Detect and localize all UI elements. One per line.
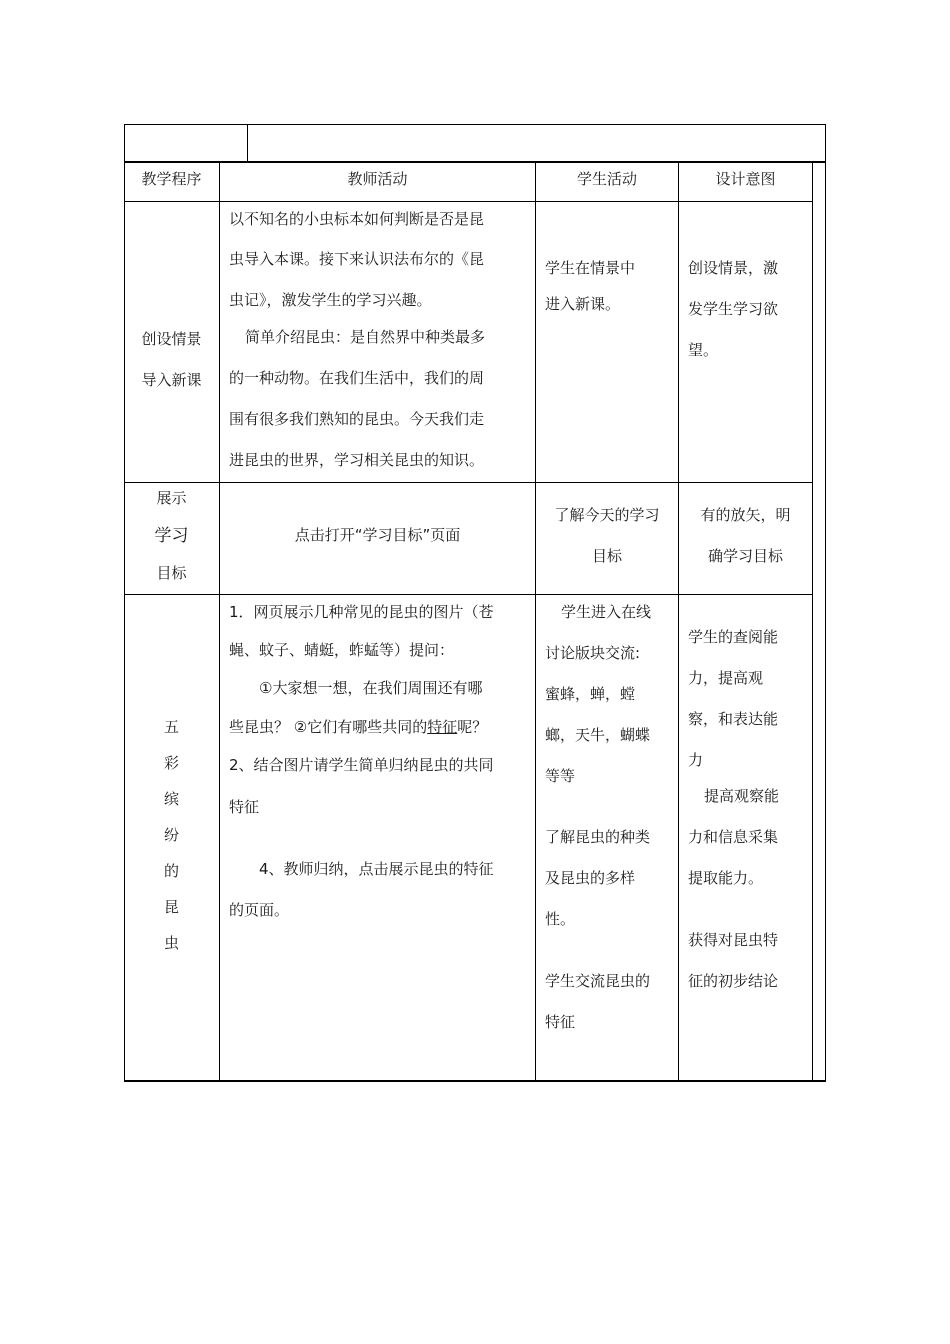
- row1-student-line: 进入新课。: [545, 295, 621, 313]
- header-intent: 设计意图: [715, 170, 776, 188]
- row3-program-char: 虫: [163, 934, 179, 952]
- row2-program-line: 学习: [154, 526, 189, 546]
- row1-student-line: 学生在情景中: [545, 259, 636, 277]
- row3-program-char: 昆: [163, 898, 179, 916]
- row1-teacher-line: 简单介绍昆虫：是自然界中种类最多: [245, 328, 486, 346]
- header-student: 学生活动: [576, 170, 637, 188]
- row3-teacher-line: 1．网页展示几种常见的昆虫的图片（苍: [229, 603, 494, 621]
- row3-student-line: 螂，天牛，蝴蝶: [545, 726, 651, 744]
- row3-teacher-line: 特征: [229, 798, 260, 816]
- row3-program-char: 彩: [163, 754, 179, 772]
- row1-teacher-line: 以不知名的小虫标本如何判断是否是昆: [229, 210, 485, 228]
- row1-teacher-line: 虫导入本课。接下来认识法布尔的《昆: [229, 250, 485, 268]
- row3-student-line: 及昆虫的多样: [545, 869, 636, 887]
- row2-teacher-text: 点击打开“学习目标”页面: [294, 526, 461, 544]
- row2-intent-line: 确学习目标: [707, 547, 783, 565]
- table-bottom-border: [124, 1080, 826, 1082]
- row3-student-line: 了解昆虫的种类: [545, 828, 651, 846]
- row1-program-line: 导入新课: [141, 371, 202, 389]
- row3-teacher-line: ①大家想一想，在我们周围还有哪: [259, 679, 483, 697]
- col-divider-3: [678, 162, 679, 1081]
- header-teacher: 教师活动: [347, 170, 408, 188]
- row3-program-char: 的: [163, 862, 179, 880]
- row1-intent-line: 发学生学习欲: [688, 300, 779, 318]
- row3-intent-line: 提取能力。: [688, 869, 764, 887]
- row1-bottom-line: [124, 482, 813, 483]
- row3-teacher-line: 蝇、蚊子、蜻蜓，蚱蜢等）提问：: [229, 641, 455, 659]
- row1-teacher-line: 虫记》，激发学生的学习兴趣。: [229, 291, 432, 309]
- top-row-divider: [247, 124, 248, 162]
- col-divider-1: [219, 162, 220, 1081]
- row1-teacher-line: 进昆虫的世界，学习相关昆虫的知识。: [229, 451, 485, 469]
- row2-intent-line: 有的放矢，明: [700, 506, 791, 524]
- row3-student-line: 蜜蜂，蝉，螳: [545, 685, 636, 703]
- row3-intent-line: 察，和表达能: [688, 710, 779, 728]
- row1-program-line: 创设情景: [141, 330, 202, 348]
- row3-intent-line: 力，提高观: [688, 669, 764, 687]
- row2-program-line: 目标: [156, 564, 187, 582]
- row1-teacher-line: 围有很多我们熟知的昆虫。今天我们走: [229, 410, 485, 428]
- row3-student-line: 性。: [545, 910, 576, 928]
- inner-right-border: [812, 162, 813, 1081]
- row3-student-line: 学生进入在线: [561, 603, 652, 621]
- row3-student-line: 学生交流昆虫的: [545, 972, 651, 990]
- row2-student-line: 了解今天的学习: [554, 506, 660, 524]
- row3-teacher-line: [229, 716, 487, 737]
- underlined-term: 特征: [427, 718, 458, 736]
- row3-intent-line: 学生的查阅能: [688, 628, 779, 646]
- row3-intent-line: 获得对昆虫特: [688, 931, 779, 949]
- row3-program-char: 纷: [163, 826, 179, 844]
- row3-student-line: 讨论版块交流:: [545, 644, 641, 662]
- header-program: 教学程序: [141, 170, 202, 188]
- header-bottom-line: [124, 201, 813, 202]
- table-top-border: [124, 124, 826, 125]
- row1-teacher-line: 的一种动物。在我们生活中，我们的周: [229, 369, 485, 387]
- row1-intent-line: 望。: [688, 341, 719, 359]
- row3-teacher-line: 2、结合图片请学生简单归纳昆虫的共同: [229, 756, 494, 774]
- row3-teacher-text: 呢？: [457, 718, 488, 736]
- row3-teacher-line: 的页面。: [229, 901, 290, 919]
- row2-student-line: 目标: [591, 547, 622, 565]
- row3-intent-line: 征的初步结论: [688, 972, 779, 990]
- row3-teacher-line: 4、教师归纳，点击展示昆虫的特征: [259, 860, 494, 878]
- row3-intent-line: 力和信息采集: [688, 828, 779, 846]
- header-top-line: [124, 161, 826, 163]
- col-divider-2: [535, 162, 536, 1081]
- row3-student-line: 等等: [545, 767, 576, 785]
- row3-program-char: 缤: [163, 790, 179, 808]
- row3-teacher-text: 些昆虫？ ②它们有哪些共同的: [229, 718, 428, 736]
- row2-bottom-line: [124, 594, 813, 595]
- table-right-border: [825, 124, 826, 1082]
- row1-intent-line: 创设情景，激: [688, 259, 779, 277]
- row3-program-char: 五: [163, 718, 179, 736]
- row3-student-line: 特征: [545, 1013, 576, 1031]
- row3-intent-line: 提高观察能: [704, 787, 780, 805]
- row3-intent-line: 力: [688, 751, 704, 769]
- row2-program-line: 展示: [156, 489, 187, 507]
